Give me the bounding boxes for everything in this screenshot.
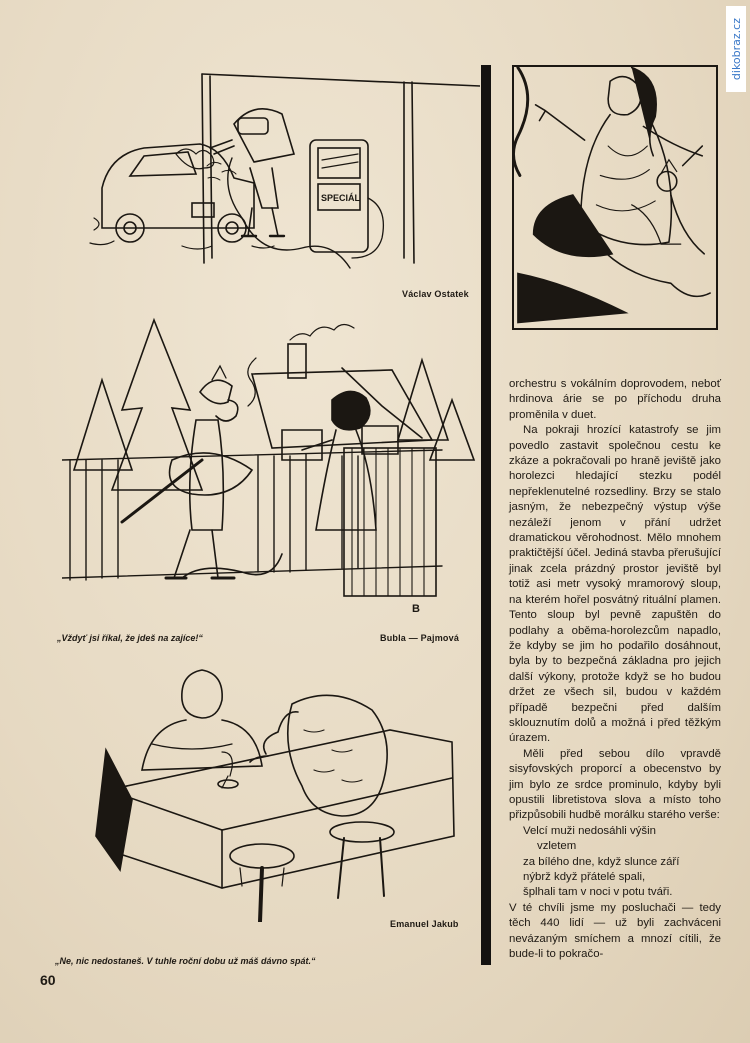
verse-line: Velcí muži nedosáhli výšin bbox=[523, 824, 656, 837]
verse-line: za bílého dne, když slunce září bbox=[523, 855, 680, 868]
opera-singer-cartoon bbox=[512, 65, 718, 330]
verse-line: nýbrž když přátelé spali, bbox=[523, 871, 646, 883]
cartoon-credit: Bubla — Pajmová bbox=[380, 633, 460, 643]
car-wash-cartoon bbox=[82, 68, 480, 283]
column-divider bbox=[481, 65, 491, 965]
cartoon-caption: „Ne, nic nedostaneš. V tuhle roční dobu už máš dávno spát.“ bbox=[55, 956, 316, 966]
hunter-neighbour-cartoon bbox=[62, 310, 482, 622]
bear-bar-cartoon bbox=[82, 660, 467, 922]
article-paragraph: Na pokraji hrozící katastrofy se jim povedlo zastavit společnou cestu ke zkáze a pokračovali po hraně jeviště jako horolezci hledající stezku podél nepřeklenutelné rozsedliny. Brzy se stalo jasným, že nebezpečný výstup výše nezáleží jenom v přání udržet dramatickou věrohodnost. Mělo mnohem praktičtější účel. Jediná stavba přerušující jinak zcela prázdný prostor jeviště byl totiž asi metr vysoký mramorový sloup, na kterém hořel posvátný rituální plamen. Tento sloup byl pevně zapuštěn do podlahy a oběma-horolezcům napadlo, že kdyby se jim ho podařilo dosáhnout, byla by to bezpečná základna pro jejich další výkony, protože když se ho budou držet ze všech sil, budou v každém případě bezpečni před dalším sklouznutím dolů a možná i před těžkým úrazem. bbox=[509, 424, 721, 745]
watermark-badge[interactable] bbox=[726, 6, 746, 92]
cartoon-credit: Václav Ostatek bbox=[402, 289, 469, 299]
article-paragraph: V té chvíli jsme my posluchači — tedy těch 440 lidí — už byli zachváceni nevázaným smíchem a mnozí cítili, že bude-li to pokračo- bbox=[509, 901, 721, 961]
verse-block bbox=[523, 824, 721, 901]
article-paragraph: orchestru s vokálním doprovodem, neboť hrdinova árie se po příchodu druha proměnila v duet. bbox=[509, 378, 721, 421]
page-number: 60 bbox=[40, 972, 56, 988]
watermark-text: dikobraz.cz bbox=[729, 17, 743, 81]
article-body bbox=[509, 377, 721, 962]
cartoon-caption: „Vždyť jsi říkal, že jdeš na zajíce!“ bbox=[57, 633, 203, 643]
pump-label: SPECIÁL bbox=[321, 193, 361, 203]
verse-line: šplhali tam v noci v potu tváři. bbox=[523, 886, 673, 899]
verse-line: vzletem bbox=[537, 840, 577, 853]
article-paragraph: Měli před sebou dílo vpravdě sisyfovských proporcí a obecenstvo by jim bylo ze srdce prominulo, kdyby byli opustili libretistova slova a místo toho přizpůsobili hudbě morálku starého verše: bbox=[509, 747, 721, 822]
cartoon-credit: Emanuel Jakub bbox=[390, 919, 459, 929]
artist-signature: B bbox=[412, 603, 420, 615]
